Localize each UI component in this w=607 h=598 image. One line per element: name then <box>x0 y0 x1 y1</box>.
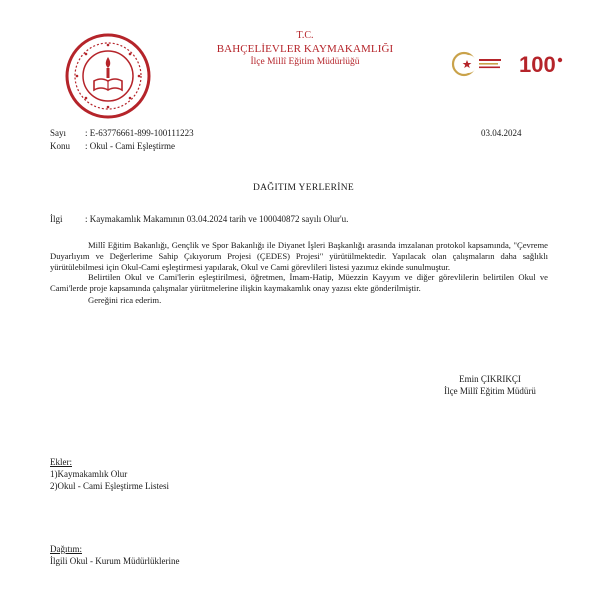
body-paragraph-3: Gereğini rica ederim. <box>88 294 162 305</box>
sayi-value: : E-63776661-899-100111223 <box>85 128 194 138</box>
crescent-logo <box>450 50 506 78</box>
konu-label: Konu <box>50 141 70 151</box>
meb-seal-logo <box>65 33 151 119</box>
sayi-row <box>50 127 194 139</box>
signer-name: Emin ÇIKRIKÇI <box>459 374 521 384</box>
attachment-item: 1)Kaymakamlık Olur <box>50 469 128 479</box>
attachments-block <box>50 456 169 492</box>
centenary-100-logo <box>517 48 567 78</box>
letterhead-tc: T.C. <box>296 30 314 41</box>
konu-row <box>50 140 175 152</box>
distribution-block <box>50 543 179 567</box>
document-date: 03.04.2024 <box>481 128 522 138</box>
attachments-heading: Ekler: <box>50 457 72 467</box>
sayi-label: Sayı <box>50 128 67 138</box>
signer-title: İlçe Millî Eğitim Müdürü <box>444 386 536 396</box>
signature-block <box>400 373 580 397</box>
distribution-heading: Dağıtım: <box>50 544 82 554</box>
konu-value: : Okul - Cami Eşleştirme <box>85 141 175 151</box>
ilgi-label: İlgi <box>50 214 63 224</box>
letter-body <box>50 240 548 306</box>
attachment-item: 2)Okul - Cami Eşleştirme Listesi <box>50 481 169 491</box>
letterhead-sub: İlçe Millî Eğitim Müdürlüğü <box>250 57 360 67</box>
ilgi-row <box>50 213 348 225</box>
distribution-value: İlgili Okul - Kurum Müdürlüklerine <box>50 556 180 566</box>
body-paragraph-1: Millî Eğitim Bakanlığı, Gençlik ve Spor Bakanlığı ile Diyanet İşleri Başkanlığı arasında imzalanan protokol kapsamında, "Çevreme Duyarlıyım ve Değerlerime Sahip Çıkıyorum Projesi (ÇEDES) Projesi" yürütülmektedir. Yapılacak olan çalışmaların daha sağlıklı yürütülebilmesi için Okul-Cami eşleştirmesi yapılarak, Okul ve Cami görevlileri listesi yazımız ekinde sunulmuştur. <box>50 240 548 272</box>
letterhead-org: BAHÇELİEVLER KAYMAKAMLIĞI <box>216 43 394 55</box>
ilgi-value: : Kaymakamlık Makamının 03.04.2024 tarih ve 100040872 sayılı Olur'u. <box>85 214 349 224</box>
body-paragraph-2: Belirtilen Okul ve Cami'lerin eşleştirilmesi, öğretmen, İmam-Hatip, Müezzin Kayyım ve diğer görevlilerin belirtilen Okul ve Cami'lerde proje kapsamında çalışmalar yürütmelerine ilişkin kaymakamlık onay yazısı ekte gönderilmiştir. <box>50 272 548 294</box>
letterhead <box>170 30 440 68</box>
svg-text:100: 100 <box>519 52 556 77</box>
distribution-title: DAĞITIM YERLERİNE <box>252 183 355 193</box>
